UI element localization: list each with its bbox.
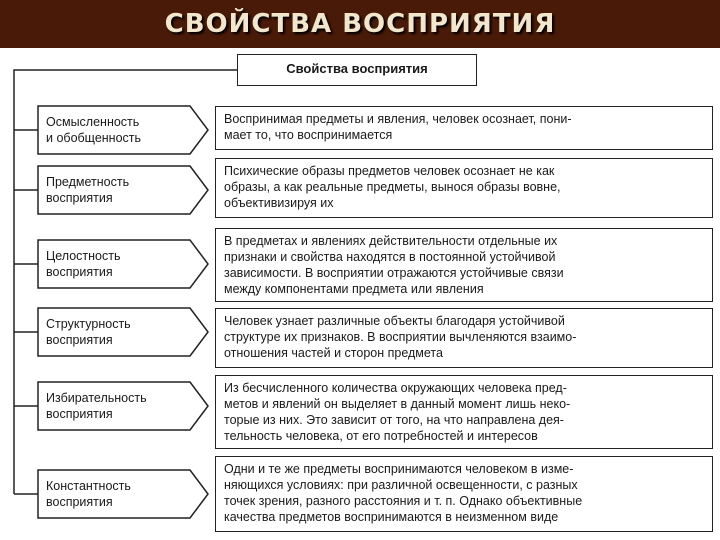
description-line: торые из них. Это зависит от того, на что направлена дея- <box>224 413 564 427</box>
description-line: Из бесчисленного количества окружающих человека пред- <box>224 381 567 395</box>
description-line: зависимости. В восприятии отражаются устойчивые связи <box>224 266 564 280</box>
description-line: между компонентами предмета или явления <box>224 282 484 296</box>
description-line: отношения частей и сторон предмета <box>224 346 443 360</box>
description-line: Психические образы предметов человек осознает не как <box>224 164 555 178</box>
property-label-line: Осмысленность <box>46 115 140 129</box>
property-label <box>46 316 176 348</box>
property-description <box>215 375 713 449</box>
property-description <box>215 456 713 532</box>
property-label-line: Структурность <box>46 317 131 331</box>
property-label-line: восприятия <box>46 333 113 347</box>
property-description <box>215 308 713 368</box>
description-line: объективизируя их <box>224 196 334 210</box>
description-line: структуре их признаков. В восприятии вычленяются взаимо- <box>224 330 577 344</box>
property-label-line: Целостность <box>46 249 121 263</box>
property-label <box>46 248 176 280</box>
property-label-line: Константность <box>46 479 131 493</box>
description-line: точек зрения, разного расстояния и т. п. Однако объективные <box>224 494 583 508</box>
property-label-line: восприятия <box>46 495 113 509</box>
property-label <box>46 174 176 206</box>
description-line: качества предметов воспринимаются в неизменном виде <box>224 510 559 524</box>
root-box: Свойства восприятия <box>237 54 477 86</box>
property-label-line: Предметность <box>46 175 130 189</box>
description-line: тельность человека, от его потребностей и интересов <box>224 429 538 443</box>
description-line: образы, а как реальные предметы, вынося образы вовне, <box>224 180 561 194</box>
properties-diagram <box>0 48 720 540</box>
property-label <box>46 114 176 146</box>
description-line: Человек узнает различные объекты благодаря устойчивой <box>224 314 565 328</box>
description-line: признаки и свойства находятся в постоянной устойчивой <box>224 250 556 264</box>
property-label-line: восприятия <box>46 191 113 205</box>
property-label-line: восприятия <box>46 407 113 421</box>
property-description <box>215 228 713 302</box>
description-line: метов и явлений он выделяет в данный момент лишь неко- <box>224 397 571 411</box>
property-label <box>46 478 176 510</box>
property-description <box>215 106 713 150</box>
header-bar <box>0 0 720 48</box>
property-label-line: Избирательность <box>46 391 147 405</box>
slide-title: СВОЙСТВА ВОСПРИЯТИЯ <box>164 9 556 39</box>
description-line: мает то, что воспринимается <box>224 128 393 142</box>
property-label-line: и обобщенность <box>46 131 142 145</box>
property-label <box>46 390 176 422</box>
description-line: Воспринимая предметы и явления, человек осознает, пони- <box>224 112 572 126</box>
property-label-line: восприятия <box>46 265 113 279</box>
property-description <box>215 158 713 218</box>
description-line: Одни и те же предметы воспринимаются человеком в изме- <box>224 462 574 476</box>
description-line: няющихся условиях: при различной освещенности, с разных <box>224 478 578 492</box>
description-line: В предметах и явлениях действительности отдельные их <box>224 234 558 248</box>
